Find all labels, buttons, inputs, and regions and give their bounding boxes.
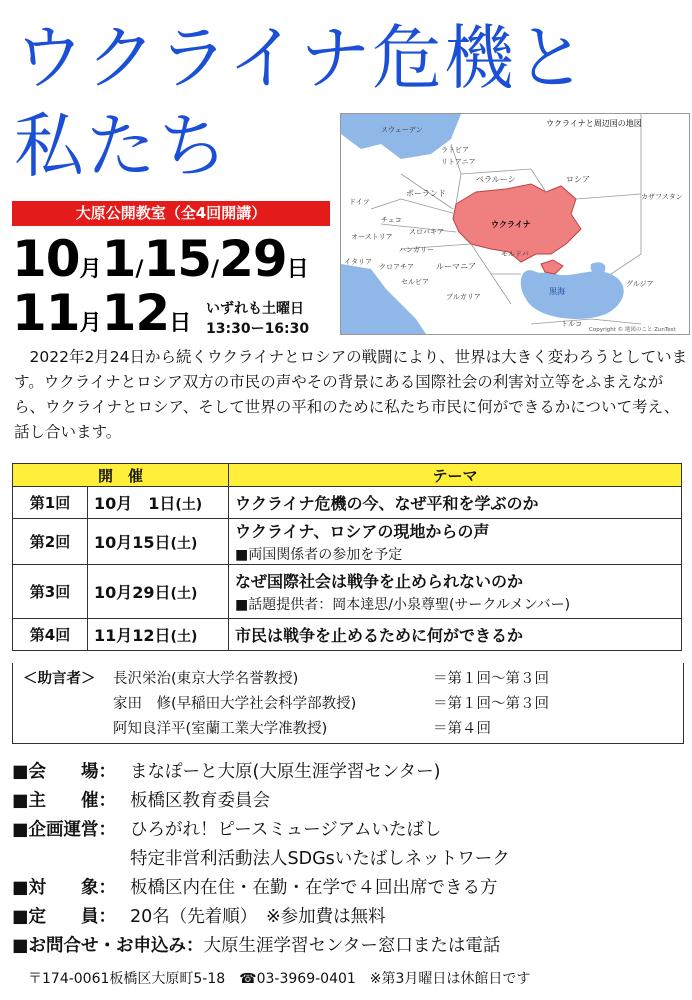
intro-paragraph: 2022年2月24日から続くウクライナとロシアの戦闘により、世界は大きく変わろうとしています。ウクライナとロシア双方の市民の声やその背景にある国際社会の利害対立等をふまえながら、ウクライナとロシア、そして世界の平和のために私たち市民に何ができるかについて考え、話し合います。 — [14, 348, 688, 441]
session-theme-text: 市民は戦争を止めるために何ができるか — [235, 626, 524, 645]
info-label: ■企画運営： — [12, 820, 117, 840]
session-date — [88, 619, 229, 651]
session-number: 第3回 — [13, 565, 88, 619]
session-date-text: 11月12日 — [94, 626, 171, 645]
session-theme — [229, 519, 682, 565]
table-row — [13, 619, 682, 651]
map-label-latvia: ラトビア — [441, 146, 469, 154]
session-theme-text: ウクライナ危機の今、なぜ平和を学ぶのか — [235, 494, 539, 513]
info-planning-2 — [12, 845, 510, 870]
advisor-name: 家田 修(早稲田大学社会科学部教授) — [113, 696, 357, 712]
info-value: 板橋区内在住・在勤・在学で４回出席できる方 — [130, 878, 498, 898]
map-label-turkey: トルコ — [561, 320, 582, 328]
schedule-header-row — [13, 464, 682, 487]
date-day-29: 29 — [219, 230, 287, 288]
subtitle-bar: 大原公開教室（全4回開講） — [12, 201, 330, 226]
dates-line-2 — [12, 284, 191, 342]
session-note: ■両国関係者の参加を予定 — [235, 547, 403, 563]
date-day-12: 12 — [101, 284, 170, 342]
header-date: 開 催 — [13, 464, 229, 487]
session-date — [88, 519, 229, 565]
info-value: 20名（先着順） ※参加費は無料 — [130, 907, 386, 927]
dates-line-1 — [12, 230, 309, 288]
map-label-serbia: セルビア — [401, 278, 429, 286]
map-label-blacksea: 黒海 — [549, 287, 565, 296]
map-label-ukraine: ウクライナ — [491, 220, 531, 229]
map-label-bulgaria: ブルガリア — [446, 293, 481, 301]
table-row — [13, 487, 682, 519]
map-label-russia: ロシア — [566, 175, 590, 184]
table-row — [13, 519, 682, 565]
date-day-15: 15 — [143, 230, 212, 288]
info-capacity — [12, 903, 386, 928]
session-theme-text: ウクライナ、ロシアの現地からの声 — [235, 522, 490, 541]
info-label: ■お問合せ・お申込み： — [12, 936, 204, 956]
advisor-sessions: ＝第１回～第３回 — [433, 671, 549, 687]
schedule-table — [12, 463, 682, 651]
session-date-text: 10月15日 — [94, 533, 171, 552]
session-date — [88, 565, 229, 619]
info-value: 大原生涯学習センター窓口または電話 — [203, 936, 501, 956]
info-label: ■定 員： — [12, 907, 117, 927]
month-unit: 月 — [79, 257, 102, 282]
map-label-georgia: グルジア — [626, 280, 654, 288]
session-dow: (土) — [175, 497, 203, 513]
advisor-sessions: ＝第１回～第３回 — [433, 696, 549, 712]
info-label: ■対 象： — [12, 878, 117, 898]
map-label-poland: ポーランド — [406, 189, 446, 198]
session-number: 第1回 — [13, 487, 88, 519]
session-dow: (土) — [170, 586, 198, 602]
session-theme — [229, 487, 682, 519]
advisors-box — [12, 663, 684, 744]
session-dow: (土) — [170, 629, 198, 645]
map-label-belarus: ベラルーシ — [476, 175, 516, 184]
info-venue — [12, 758, 440, 783]
session-date-text: 10月 1日 — [94, 494, 176, 513]
advisors-label: ＜助言者＞ — [23, 671, 96, 687]
date-sep: / — [211, 257, 220, 282]
map-graphic — [341, 114, 689, 334]
info-label: ■主 催： — [12, 791, 117, 811]
map-label-kazakhstan: カザフスタン — [641, 193, 683, 201]
map-label-moldova: モルドバ — [501, 250, 529, 258]
date-day-1: 1 — [101, 230, 136, 288]
header-theme: テーマ — [229, 464, 682, 487]
map-label-germany: ドイツ — [349, 198, 370, 206]
map-label-romania: ルーマニア — [436, 262, 476, 271]
info-target — [12, 874, 498, 899]
date-note-time: 13:30ー16:30 — [206, 321, 310, 337]
map-label-austria: オーストリア — [351, 233, 393, 241]
session-theme — [229, 565, 682, 619]
map-label-italy: イタリア — [344, 258, 372, 266]
session-number: 第2回 — [13, 519, 88, 565]
month-unit: 月 — [79, 311, 102, 336]
map-label-lithuania: リトアニア — [441, 158, 476, 166]
map-title: ウクライナと周辺国の地図 — [546, 119, 642, 128]
date-note-saturday: いずれも土曜日 — [206, 301, 304, 317]
session-theme — [229, 619, 682, 651]
table-row — [13, 565, 682, 619]
advisor-name: 阿知良洋平(室蘭工業大学准教授) — [113, 721, 328, 737]
session-theme-text: なぜ国際社会は戦争を止められないのか — [235, 572, 524, 591]
map-label-croatia: クロアチア — [379, 263, 414, 271]
date-month-oct: 10 — [12, 230, 80, 288]
ukraine-map — [340, 113, 690, 335]
info-value: まなぽーと大原(大原生涯学習センター) — [130, 762, 441, 782]
info-value: 板橋区教育委員会 — [130, 791, 270, 811]
session-dow: (土) — [170, 536, 198, 552]
session-date — [88, 487, 229, 519]
info-planning — [12, 816, 442, 841]
title-line-2: 私たち — [14, 105, 230, 187]
info-contact — [12, 932, 500, 957]
session-date-text: 10月29日 — [94, 583, 171, 602]
date-sep: / — [135, 257, 144, 282]
map-copyright: Copyright © 地図のこと ZunTest — [589, 327, 676, 333]
info-value: 特定非営利活動法人SDGsいたばしネットワーク — [130, 849, 510, 869]
info-label: ■会 場： — [12, 762, 117, 782]
advisor-name: 長沢栄治(東京大学名誉教授) — [113, 671, 299, 687]
info-value: ひろがれ！ピースミュージアムいたばし — [130, 820, 442, 840]
session-number: 第4回 — [13, 619, 88, 651]
day-unit: 日 — [169, 311, 192, 336]
map-label-sweden: スウェーデン — [381, 126, 423, 134]
info-organizer — [12, 787, 270, 812]
footer-address: 〒174-0061板橋区大原町5-18 ☎03-3969-0401 ※第3月曜日は休館日です — [28, 971, 531, 987]
map-label-hungary: ハンガリー — [399, 246, 434, 254]
date-month-nov: 11 — [12, 284, 80, 342]
map-label-czech: チェコ — [381, 216, 402, 224]
map-label-slovakia: スロバキア — [409, 228, 444, 236]
day-unit: 日 — [286, 257, 309, 282]
title-line-1: ウクライナ危機と — [14, 17, 588, 99]
advisor-sessions: ＝第４回 — [433, 721, 491, 737]
session-note: ■話題提供者：岡本達思/小泉尊聖(サークルメンバー) — [235, 597, 571, 613]
